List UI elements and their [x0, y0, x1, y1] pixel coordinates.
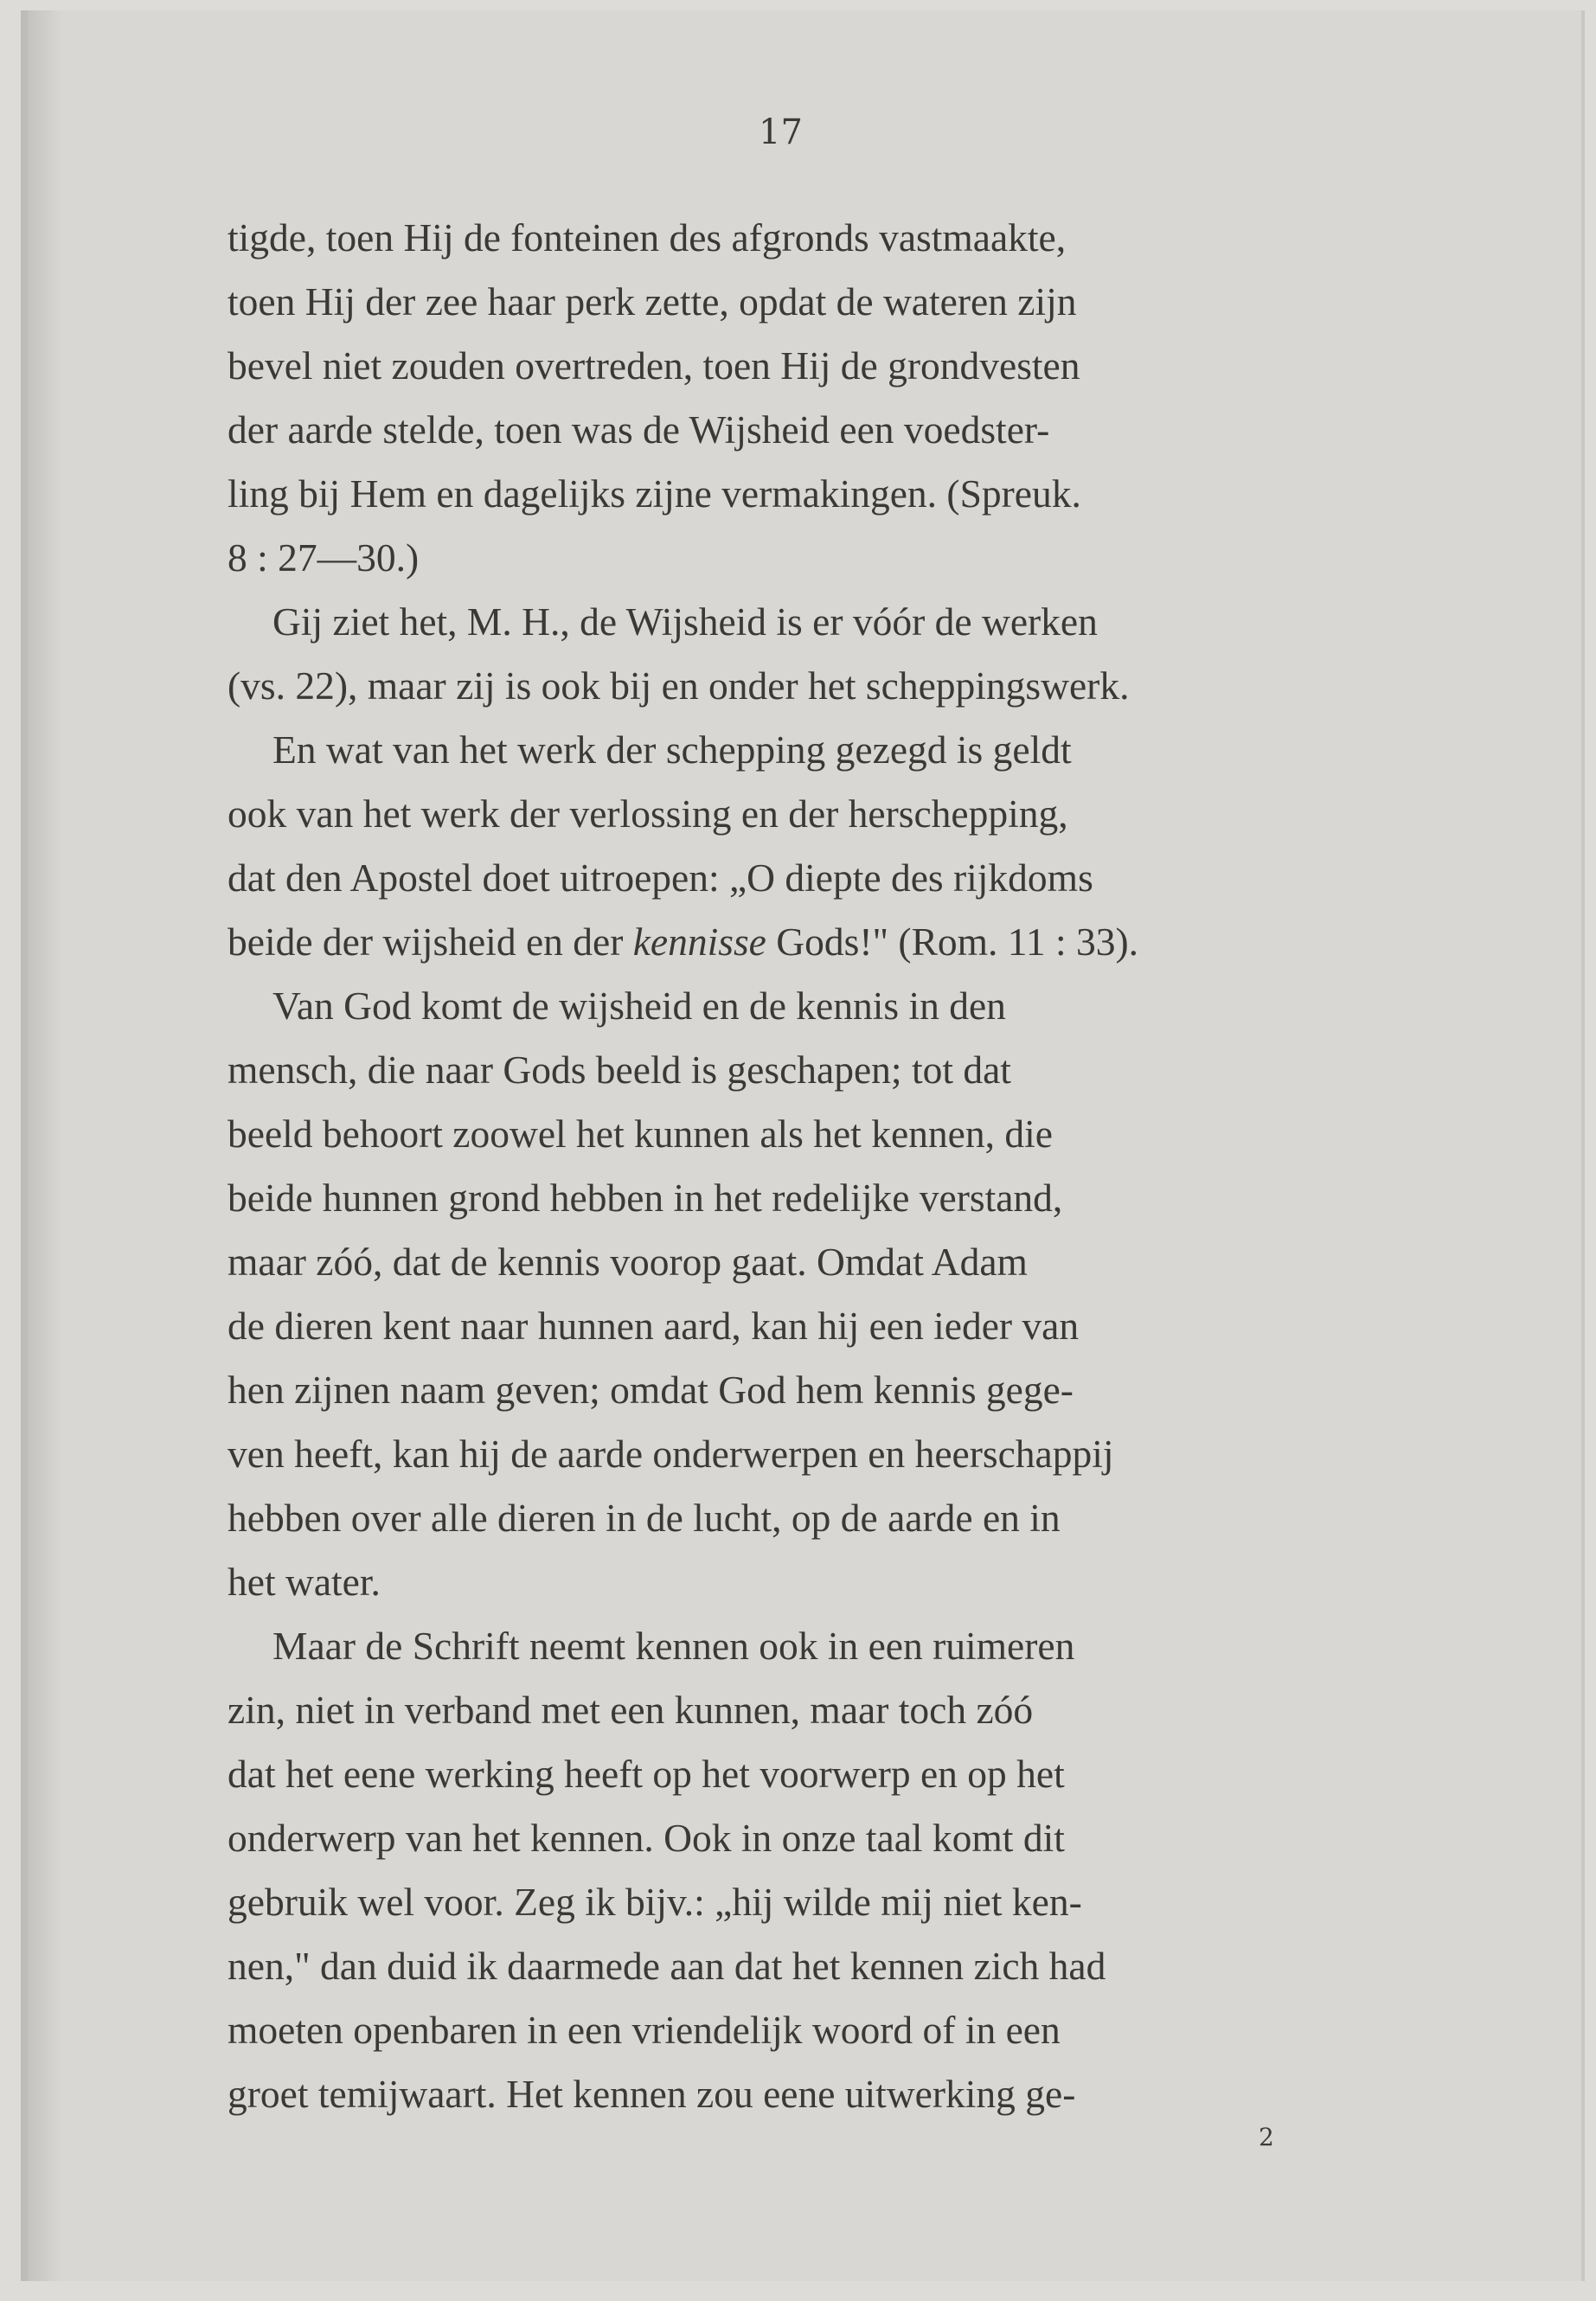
text-line: dat het eene werking heeft op het voorwerp en op het	[228, 1752, 1065, 1796]
paragraph-4	[228, 1614, 1345, 2126]
text-line: ook van het werk der verlossing en der herschepping,	[228, 792, 1068, 836]
text-line: Gij ziet het, M. H., de Wijsheid is er vóór de werken	[272, 599, 1098, 644]
paragraph-2	[228, 590, 1345, 974]
text-line: der aarde stelde, toen was de Wijsheid een voedster-	[228, 407, 1050, 452]
text-segment: beide der wijsheid en der	[228, 920, 633, 964]
text-line: hen zijnen naam geven; omdat God hem kennis gege-	[228, 1368, 1074, 1412]
text-line: ling bij Hem en dagelijks zijne vermakingen. (Spreuk.	[228, 471, 1081, 516]
text-line: gebruik wel voor. Zeg ik bijv.: „hij wilde mij niet ken-	[228, 1880, 1082, 1924]
text-line: de dieren kent naar hunnen aard, kan hij een ieder van	[228, 1304, 1080, 1348]
text-line: Maar de Schrift neemt kennen ook in een ruimeren	[272, 1624, 1075, 1668]
text-line: tigde, toen Hij de fonteinen des afgronds vastmaakte,	[228, 215, 1067, 260]
text-line: onderwerp van het kennen. Ook in onze taal komt dit	[228, 1816, 1065, 1860]
body-text	[228, 206, 1345, 2126]
text-line: het water.	[228, 1560, 381, 1604]
paragraph-1	[228, 206, 1345, 590]
text-line: maar zóó, dat de kennis voorop gaat. Omdat Adam	[228, 1240, 1028, 1284]
text-line: dat den Apostel doet uitroepen: „O diepte des rijkdoms	[228, 856, 1093, 900]
text-line: En wat van het werk der schepping gezegd is geldt	[272, 727, 1072, 772]
italic-word: kennisse	[632, 920, 766, 964]
paragraph-3	[228, 974, 1345, 1614]
text-segment: Gods!" (Rom. 11 : 33).	[766, 920, 1139, 964]
printer-signature-mark: 2	[1259, 2123, 1274, 2151]
text-line: toen Hij der zee haar perk zette, opdat de wateren zijn	[228, 279, 1077, 324]
text-line: mensch, die naar Gods beeld is geschapen; tot dat	[228, 1048, 1011, 1092]
text-line: 8 : 27—30.)	[228, 535, 420, 580]
text-line: moeten openbaren in een vriendelijk woord of in een	[228, 2008, 1061, 2052]
text-line: zin, niet in verband met een kunnen, maar toch zóó	[228, 1688, 1034, 1732]
text-line: (vs. 22), maar zij is ook bij en onder het scheppingswerk.	[228, 663, 1130, 708]
page-gutter-shadow	[28, 10, 62, 2281]
page-number: 17	[759, 112, 803, 152]
text-line: bevel niet zouden overtreden, toen Hij de grondvesten	[228, 343, 1080, 388]
text-line: ven heeft, kan hij de aarde onderwerpen en heerschappij	[228, 1432, 1114, 1476]
text-line: hebben over alle dieren in de lucht, op de aarde en in	[228, 1496, 1061, 1540]
text-line-with-italic	[228, 910, 1345, 974]
text-line: nen," dan duid ik daarmede aan dat het kennen zich had	[228, 1944, 1106, 1988]
text-line: beeld behoort zoowel het kunnen als het kennen, die	[228, 1112, 1053, 1156]
book-page	[21, 10, 1585, 2281]
text-line: Van God komt de wijsheid en de kennis in den	[272, 984, 1006, 1028]
text-line: groet temijwaart. Het kennen zou eene uitwerking ge-	[228, 2072, 1076, 2116]
text-line: beide hunnen grond hebben in het redelijke verstand,	[228, 1176, 1063, 1220]
